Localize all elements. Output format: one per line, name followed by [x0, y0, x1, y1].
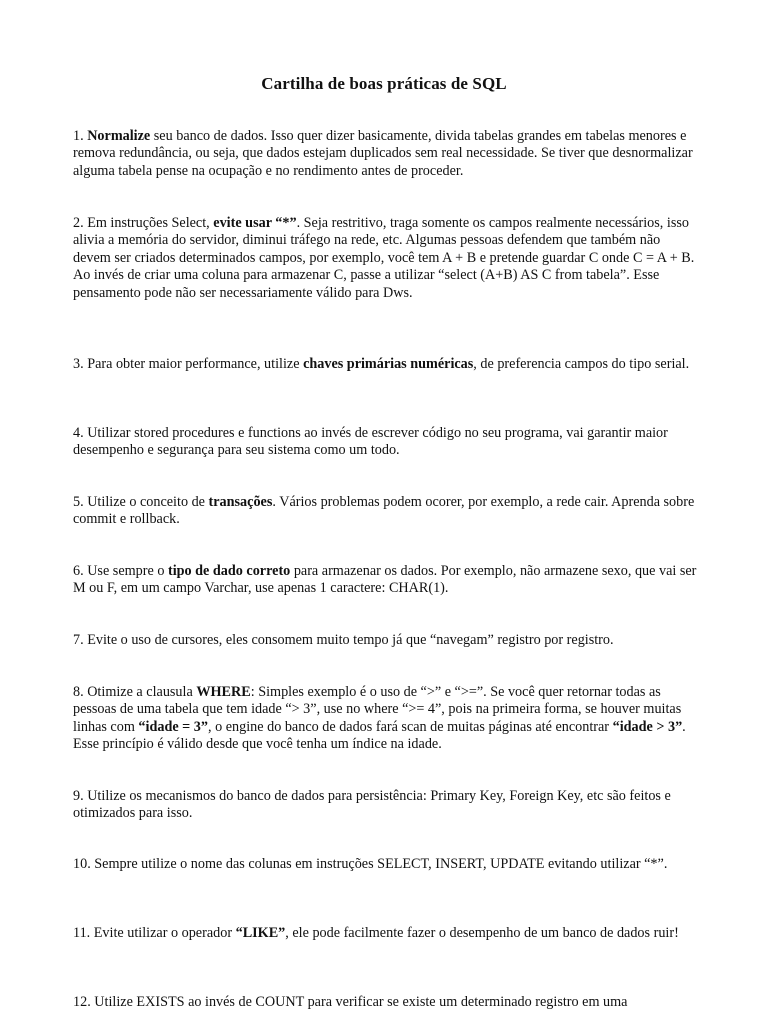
item-number: 8.	[73, 684, 84, 700]
practice-item-6	[73, 563, 697, 598]
item-text: Evite o uso de cursores, eles consomem muito tempo já que “navegam” registro por registro.	[83, 632, 614, 648]
item-text: Sempre utilize o nome das colunas em instruções SELECT, INSERT, UPDATE evitando utilizar “*”.	[90, 856, 668, 872]
item-text: Evite utilizar o operador	[90, 925, 236, 941]
item-text: Utilizar stored procedures e functions ao invés de escrever código no seu programa, vai garantir maior desempenho e segurança para seu sistema como um todo.	[73, 425, 668, 459]
item-number: 4.	[73, 425, 84, 441]
practice-item-1	[73, 128, 697, 180]
bold-text: “LIKE”	[235, 925, 286, 941]
item-number: 7.	[73, 632, 84, 648]
item-text: Use sempre o	[83, 563, 168, 579]
item-text: para armazenar os dados. Por exemplo, não armazene sexo, que vai ser M ou F, em um campo Varchar, use apenas 1 caractere: CHAR(1).	[73, 563, 697, 597]
item-text: : Simples exemplo é o uso de “>” e “>=”. Se você quer retornar todas as pessoas de uma tabela que tem idade “> 3”, use no where “>= 4”, pois na primeira forma, se houver muitas linhas com	[73, 684, 682, 735]
item-text: , ele pode facilmente fazer o desempenho de um banco de dados ruir!	[285, 925, 679, 941]
practice-item-7	[73, 632, 697, 649]
item-number: 9.	[73, 788, 84, 804]
bold-text: evite usar “*”	[213, 215, 297, 231]
item-text: Utilize os mecanismos do banco de dados para persistência: Primary Key, Foreign Key, etc são feitos e otimizados para isso.	[73, 788, 671, 822]
practice-item-10	[73, 856, 697, 873]
item-text: . Vários problemas podem ocorer, por exemplo, a rede cair. Aprenda sobre commit e rollback.	[73, 494, 695, 528]
practice-item-12	[73, 994, 697, 1011]
practice-item-5	[73, 494, 697, 529]
practice-item-8	[73, 684, 697, 754]
item-text: seu banco de dados. Isso quer dizer basicamente, divida tabelas grandes em tabelas menores e remova redundância, ou seja, que dados estejam duplicados sem real necessidade. Se tiver que desnormalizar alguma tabela pense na ocupação e no rendimento antes de proceder.	[73, 128, 693, 179]
bold-text: Normalize	[87, 128, 151, 144]
item-number: 5.	[73, 494, 84, 510]
bold-text: tipo de dado correto	[167, 563, 291, 579]
practice-item-2	[73, 215, 697, 302]
practice-item-3	[73, 356, 697, 373]
bold-text: “idade = 3”	[138, 718, 208, 735]
item-number: 1.	[73, 128, 84, 144]
item-text: , de preferencia campos do tipo serial.	[473, 356, 690, 372]
practice-item-11	[73, 925, 697, 942]
item-number: 2.	[73, 215, 84, 231]
item-number: 10.	[73, 856, 91, 872]
item-text: Utilize EXISTS ao invés de COUNT para verificar se existe um determinado registro em uma	[90, 994, 628, 1010]
item-number: 6.	[73, 563, 84, 579]
item-number: 3.	[73, 356, 84, 372]
item-number: 11.	[73, 925, 91, 941]
item-text: Otimize a clausula	[83, 684, 197, 700]
practice-item-9	[73, 788, 697, 823]
item-text: . Esse princípio é válido desde que você tenha um índice na idade.	[73, 718, 686, 753]
bold-text: WHERE	[196, 684, 251, 700]
item-text: , o engine do banco de dados fará scan de muitas páginas até encontrar	[208, 718, 613, 735]
item-number: 12.	[73, 994, 91, 1010]
document-title: Cartilha de boas práticas de SQL	[261, 74, 507, 93]
bold-text: transações	[208, 494, 273, 510]
bold-text: “idade > 3”	[612, 718, 683, 735]
bold-text: chaves primárias numéricas	[303, 356, 474, 372]
item-text: Em instruções Select,	[83, 215, 214, 231]
item-text: . Seja restritivo, traga somente os campos realmente necessários, isso alivia a memória do servidor, diminui tráfego na rede, etc. Algumas pessoas defendem que também não devem ser criados determinados campos, por exemplo, você tem A + B e pretende guardar C onde C = A + B. Ao invés de criar uma coluna para armazenar C, passe a utilizar “select (A+B) AS C from tabela”. Esse pensamento pode não ser necessariamente válido para Dws.	[73, 215, 695, 301]
item-text: Utilize o conceito de	[83, 494, 209, 510]
practice-item-4	[73, 425, 697, 460]
item-text: Para obter maior performance, utilize	[83, 356, 304, 372]
